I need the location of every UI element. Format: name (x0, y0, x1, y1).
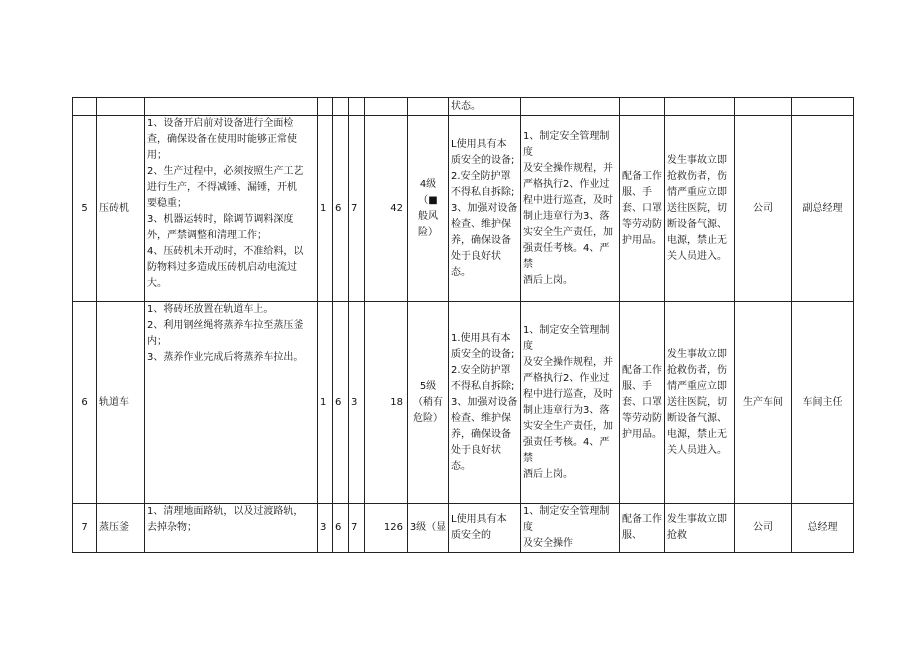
cell-risk-level-line: 危险） (413, 412, 443, 424)
cell-technical-measures-line: 3、加强对设备 (451, 396, 518, 408)
cell-management-measures-line: 实安全生产责任，加 (523, 226, 613, 238)
cell-e-value (333, 98, 349, 116)
cell-ppe-measures (620, 116, 665, 302)
cell-work-description-line: 1、将砖坯放置在轨道车上。 (147, 304, 274, 315)
cell-technical-measures-line: 养，确保设备 (451, 234, 511, 246)
cell-management-measures-line: 程中进行巡查，及时 (523, 194, 613, 206)
cell-management-measures (521, 504, 620, 553)
cell-equipment-name: 压砖机 (97, 116, 145, 302)
cell-risk-level (408, 98, 449, 116)
cell-management-measures-line: 严格执行2、作业过 (523, 178, 610, 190)
cell-ppe-measures-line: 等劳动防 (622, 218, 662, 230)
cell-work-description-line: 1、设备开启前对设备进行全面检 (147, 118, 294, 129)
cell-number: 5 (73, 116, 97, 302)
cell-technical-measures-line: 处于良好状态。 (451, 444, 501, 472)
cell-control-level: 生产车间 (735, 302, 792, 504)
cell-emergency-measures-line: 电源，禁止无 (667, 234, 727, 246)
cell-work-description-line: 进行生产，不得减锤、漏锤，开机 (147, 182, 297, 193)
cell-risk-level-line: 般风 (418, 210, 438, 222)
cell-ppe-measures-line: 服、 (622, 530, 642, 541)
cell-management-measures-line: 严格执行2、作业过 (523, 372, 610, 384)
cell-management-measures (521, 302, 620, 504)
cell-technical-measures-line: 3、加强对设备 (451, 202, 518, 214)
cell-emergency-measures-line: 关人员进入。 (667, 250, 727, 262)
cell-emergency-measures-line: 情严重应立即 (667, 380, 727, 392)
cell-e-value: 6 (333, 116, 349, 302)
cell-technical-measures-line: L使用具有本 (451, 514, 507, 525)
cell-management-measures (521, 98, 620, 116)
cell-technical-measures-line: 质安全的 (451, 530, 491, 541)
cell-management-measures-line: 1、制定安全管理制度 (523, 506, 610, 533)
cell-work-description-line: 去掉杂物； (147, 522, 197, 533)
cell-technical-measures-line: 不得私自拆除; (451, 186, 515, 198)
cell-work-description-line: 大。 (147, 278, 167, 289)
cell-control-level: 公司 (735, 504, 792, 553)
table-row (73, 98, 854, 116)
cell-l-value (318, 98, 333, 116)
cell-emergency-measures (665, 98, 735, 116)
cell-technical-measures (449, 302, 521, 504)
cell-ppe-measures-line: 配备工作 (622, 170, 662, 182)
cell-ppe-measures (620, 302, 665, 504)
cell-responsible-person: 总经理 (792, 504, 854, 553)
cell-d-value (365, 98, 408, 116)
cell-ppe-measures-line: 服、手 (622, 186, 652, 198)
cell-work-description-line: 3、机器运转时，除调节调料深度 (147, 214, 294, 225)
cell-work-description-line: 内； (147, 336, 167, 347)
cell-ppe-measures-line: 服、手 (622, 380, 652, 392)
table-row (73, 116, 854, 302)
cell-emergency-measures-line: 断设备气源、 (667, 218, 727, 230)
cell-risk-level (408, 302, 449, 504)
cell-management-measures-line: 及安全操作规程，并 (523, 356, 613, 368)
cell-technical-measures-line: 质安全的设备; (451, 348, 515, 360)
cell-number (73, 98, 97, 116)
cell-d-value: 18 (365, 302, 408, 504)
cell-technical-measures-line: 养，确保设备 (451, 428, 511, 440)
cell-control-level: 公司 (735, 116, 792, 302)
cell-emergency-measures-line: 关人员进入。 (667, 444, 727, 456)
cell-work-description-line: 3、蒸养作业完成后将蒸养车拉出。 (147, 352, 304, 363)
cell-ppe-measures-line: 护用品。 (622, 428, 662, 440)
cell-ppe-measures-line: 护用品。 (622, 234, 662, 246)
cell-technical-measures (449, 116, 521, 302)
cell-management-measures-line: 酒后上岗。 (523, 274, 573, 286)
cell-emergency-measures-line: 抢救伤者，伤 (667, 170, 727, 182)
cell-management-measures-line: 程中进行巡查，及时 (523, 388, 613, 400)
cell-work-description-line: 1、清理地面路轨，以及过渡路轨， (147, 506, 304, 517)
cell-control-level (735, 98, 792, 116)
cell-work-description (145, 504, 318, 553)
cell-ppe-measures-line: 套、口罩 (622, 202, 662, 214)
cell-management-measures-line: 实安全生产责任，加 (523, 420, 613, 432)
cell-technical-measures (449, 98, 521, 116)
cell-d-value: 126 (365, 504, 408, 553)
cell-emergency-measures-line: 断设备气源、 (667, 412, 727, 424)
cell-management-measures-line: 强责任考核。4、严禁 (523, 436, 610, 464)
cell-technical-measures-line: 2.安全防护罩 (451, 364, 511, 376)
cell-responsible-person: 车间主任 (792, 302, 854, 504)
cell-c-value: 3 (349, 302, 365, 504)
cell-management-measures-line: 及安全操作规程，并 (523, 162, 613, 174)
cell-work-description-line: 4、压砖机未开动时，不准给料，以 (147, 246, 304, 257)
cell-emergency-measures-line: 抢救 (667, 530, 687, 541)
risk-assessment-table (72, 97, 854, 553)
cell-work-description (145, 302, 318, 504)
cell-work-description (145, 98, 318, 116)
cell-responsible-person (792, 98, 854, 116)
cell-technical-measures-line: 1.使用具有本 (451, 332, 511, 344)
cell-ppe-measures-line: 等劳动防 (622, 412, 662, 424)
cell-work-description-line: 查，确保设备在使用时能够正常使 (147, 134, 297, 145)
cell-risk-level-line: （■ (418, 194, 438, 206)
cell-ppe-measures-line: 配备工作 (622, 364, 662, 376)
cell-l-value: 1 (318, 116, 333, 302)
cell-emergency-measures-line: 发生事故立即 (667, 514, 727, 525)
cell-emergency-measures (665, 504, 735, 553)
cell-technical-measures-line: L使用具有本 (451, 138, 507, 150)
table-row (73, 504, 854, 553)
cell-technical-measures-line: 2.安全防护罩 (451, 170, 511, 182)
cell-l-value: 3 (318, 504, 333, 553)
cell-d-value: 42 (365, 116, 408, 302)
cell-emergency-measures-line: 情严重应立即 (667, 186, 727, 198)
cell-responsible-person: 副总经理 (792, 116, 854, 302)
cell-emergency-measures-line: 发生事故立即 (667, 154, 727, 166)
cell-risk-level-line: 4级 (419, 178, 437, 190)
cell-emergency-measures-line: 送往医院，切 (667, 202, 727, 214)
cell-emergency-measures (665, 116, 735, 302)
cell-c-value (349, 98, 365, 116)
cell-equipment-name: 蒸压釜 (97, 504, 145, 553)
cell-e-value: 6 (333, 504, 349, 553)
cell-technical-measures-line: 状态。 (451, 100, 481, 112)
cell-management-measures-line: 强责任考核。4、严禁 (523, 242, 610, 270)
cell-work-description-line: 防物料过多造成压砖机启动电流过 (147, 262, 297, 273)
cell-management-measures-line: 酒后上岗。 (523, 468, 573, 480)
cell-ppe-measures-line: 配备工作 (622, 514, 662, 525)
cell-technical-measures-line: 检查、维护保 (451, 412, 511, 424)
cell-emergency-measures (665, 302, 735, 504)
cell-technical-measures-line: 质安全的设备; (451, 154, 515, 166)
cell-equipment-name: 轨道车 (97, 302, 145, 504)
cell-emergency-measures-line: 抢救伤者，伤 (667, 364, 727, 376)
cell-emergency-measures-line: 送往医院，切 (667, 396, 727, 408)
cell-l-value: 1 (318, 302, 333, 504)
cell-risk-level-line: 3级（显 (409, 522, 447, 533)
cell-management-measures-line: 制止违章行为3、落 (523, 210, 610, 222)
cell-ppe-measures-line: 套、口罩 (622, 396, 662, 408)
cell-risk-level (408, 116, 449, 302)
cell-work-description-line: 2、利用钢丝绳将蒸养车拉至蒸压釜 (147, 320, 304, 331)
cell-work-description-line: 2、生产过程中，必须按照生产工艺 (147, 166, 304, 177)
cell-c-value: 7 (349, 116, 365, 302)
cell-technical-measures (449, 504, 521, 553)
cell-management-measures-line: 制止违章行为3、落 (523, 404, 610, 416)
cell-equipment-name (97, 98, 145, 116)
cell-emergency-measures-line: 电源，禁止无 (667, 428, 727, 440)
cell-work-description-line: 要稳重； (147, 198, 187, 209)
cell-technical-measures-line: 处于良好状态。 (451, 250, 501, 278)
cell-number: 7 (73, 504, 97, 553)
cell-management-measures (521, 116, 620, 302)
cell-emergency-measures-line: 发生事故立即 (667, 348, 727, 360)
cell-technical-measures-line: 不得私自拆除; (451, 380, 515, 392)
cell-risk-level-line: 险） (418, 226, 438, 238)
cell-work-description-line: 外，严禁调整和清理工作； (147, 230, 267, 241)
cell-ppe-measures (620, 98, 665, 116)
cell-management-measures-line: 及安全操作 (523, 538, 573, 549)
cell-risk-level-line: （稍有 (413, 396, 443, 408)
cell-work-description-line: 用； (147, 150, 167, 161)
cell-e-value: 6 (333, 302, 349, 504)
cell-risk-level-line: 5级 (419, 380, 437, 392)
cell-work-description (145, 116, 318, 302)
cell-risk-level (408, 504, 449, 553)
cell-technical-measures-line: 检查、维护保 (451, 218, 511, 230)
cell-management-measures-line: 1、制定安全管理制度 (523, 324, 610, 352)
cell-c-value: 7 (349, 504, 365, 553)
cell-ppe-measures (620, 504, 665, 553)
cell-number: 6 (73, 302, 97, 504)
table-row (73, 302, 854, 504)
cell-management-measures-line: 1、制定安全管理制度 (523, 130, 610, 158)
